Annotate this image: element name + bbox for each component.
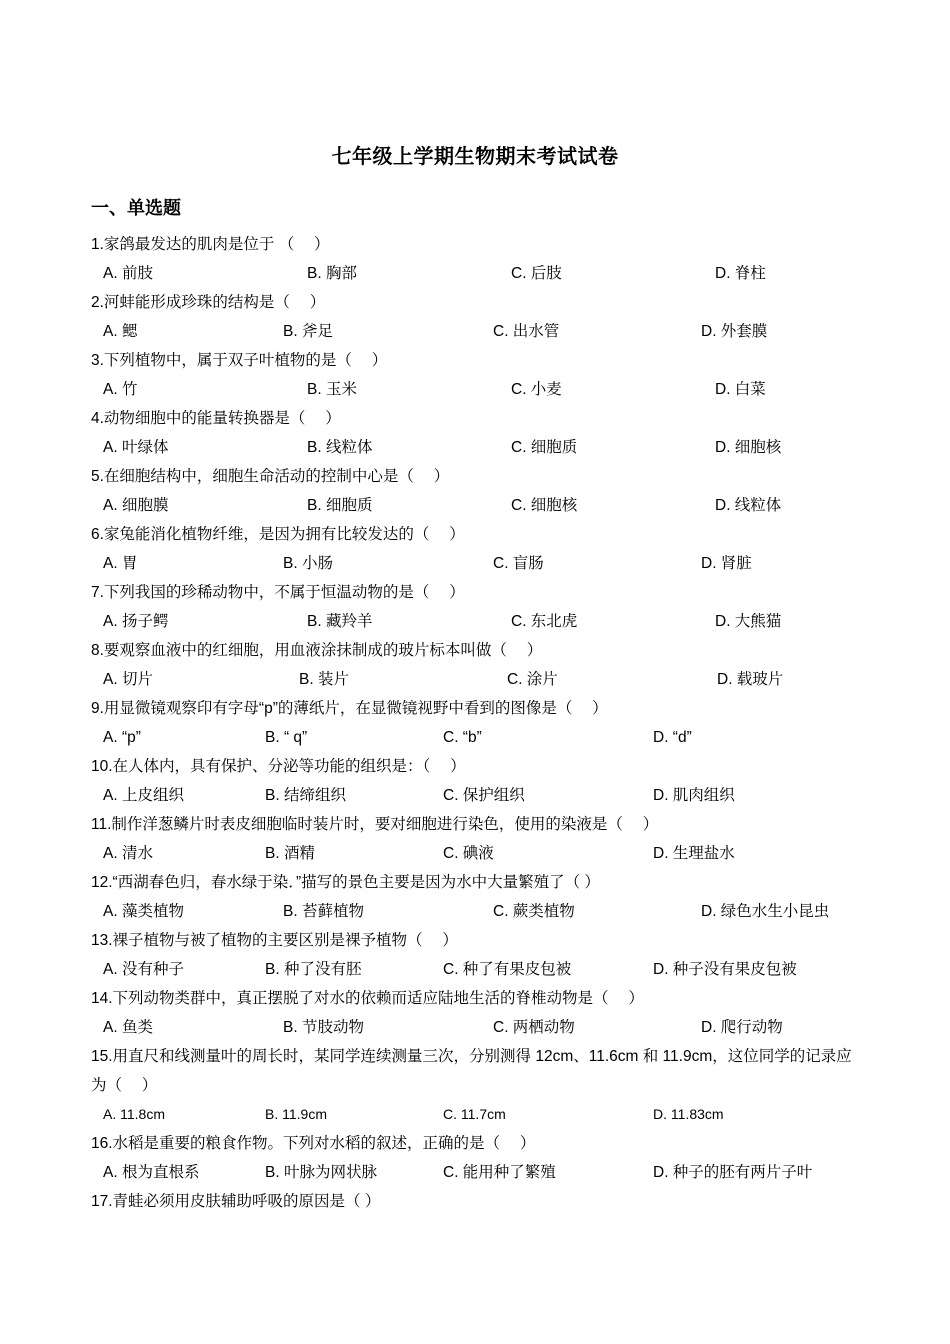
option-b: B. 11.9cm: [265, 1106, 327, 1122]
question-stem: 8.要观察血液中的红细胞，用血液涂抹制成的玻片标本叫做（ ）: [91, 642, 543, 659]
option-a: A. 前肢: [103, 265, 153, 282]
option-a: A. 细胞膜: [103, 497, 169, 514]
question-stem: 7.下列我国的珍稀动物中，不属于恒温动物的是（ ）: [91, 584, 465, 601]
option-row: [103, 897, 861, 926]
question-stem: 4.动物细胞中的能量转换器是（ ）: [91, 410, 341, 427]
question-17: [91, 1187, 861, 1216]
question-6: [91, 520, 861, 578]
question-stem: 16.水稻是重要的粮食作物。下列对水稻的叙述，正确的是（ ）: [91, 1135, 536, 1152]
option-a: A. 没有种子: [103, 961, 184, 978]
option-row: [103, 491, 861, 520]
question-stem: 1.家鸽最发达的肌肉是位于 （ ）: [91, 236, 330, 253]
option-c: C. 细胞核: [511, 497, 578, 514]
question-stem: 11.制作洋葱鳞片时表皮细胞临时装片时，要对细胞进行染色，使用的染液是（ ）: [91, 816, 659, 833]
option-c: C. 碘液: [443, 845, 494, 862]
option-row: [103, 1013, 861, 1042]
option-row: [103, 955, 861, 984]
option-b: B. 苔藓植物: [283, 903, 364, 920]
option-b: B. 斧足: [283, 323, 333, 340]
option-row: [103, 839, 861, 868]
option-b: B. 胸部: [307, 265, 357, 282]
option-c: C. 能用种了繁殖: [443, 1164, 556, 1181]
option-a: A. 切片: [103, 671, 153, 688]
option-c: C. “b”: [443, 729, 482, 746]
option-d: D. “d”: [653, 729, 692, 746]
option-row: [103, 1158, 861, 1187]
option-d: D. 载玻片: [717, 671, 784, 688]
question-stem: 3.下列植物中，属于双子叶植物的是（ ）: [91, 352, 388, 369]
question-13: [91, 926, 861, 984]
option-b: B. 线粒体: [307, 439, 373, 456]
question-stem: 10.在人体内，具有保护、分泌等功能的组织是：（ ）: [91, 758, 466, 775]
question-5: [91, 462, 861, 520]
option-b: B. 种了没有胚: [265, 961, 362, 978]
option-c: C. 两栖动物: [493, 1019, 575, 1036]
option-d: D. 线粒体: [715, 497, 782, 514]
option-a: A. 胃: [103, 555, 138, 572]
question-9: [91, 694, 861, 752]
option-a: A. 根为直根系: [103, 1164, 200, 1181]
option-d: D. 白菜: [715, 381, 766, 398]
option-a: A. 扬子鳄: [103, 613, 169, 630]
option-row: [103, 781, 861, 810]
question-7: [91, 578, 861, 636]
option-row: [103, 433, 861, 462]
option-a: A. 上皮组织: [103, 787, 184, 804]
question-10: [91, 752, 861, 810]
option-a: A. 鱼类: [103, 1019, 153, 1036]
question-8: [91, 636, 861, 694]
option-d: D. 爬行动物: [701, 1019, 783, 1036]
section-heading: 一、单选题: [91, 198, 181, 218]
option-c: C. 细胞质: [511, 439, 578, 456]
question-3: [91, 346, 861, 404]
option-b: B. 玉米: [307, 381, 357, 398]
option-a: A. 竹: [103, 381, 138, 398]
question-4: [91, 404, 861, 462]
question-11: [91, 810, 861, 868]
option-d: D. 11.83cm: [653, 1106, 724, 1122]
question-15: [91, 1042, 861, 1129]
option-row: [103, 665, 861, 694]
option-c: C. 盲肠: [493, 555, 544, 572]
option-d: D. 肌肉组织: [653, 787, 735, 804]
option-a: A. 叶绿体: [103, 439, 169, 456]
option-row: [103, 375, 861, 404]
question-stem: 12.“西湖春色归，春水绿于染．”描写的景色主要是因为水中大量繁殖了（ ）: [91, 874, 600, 891]
option-b: B. 装片: [299, 671, 349, 688]
question-stem: 13.裸子植物与被了植物的主要区别是裸予植物（ ）: [91, 932, 458, 949]
option-b: B. 藏羚羊: [307, 613, 373, 630]
question-stem: 9.用显微镜观察印有字母“p”的薄纸片，在显微镜视野中看到的图像是（ ）: [91, 700, 608, 717]
option-row: [103, 723, 861, 752]
option-a: A. 藻类植物: [103, 903, 184, 920]
option-c: C. 涂片: [507, 671, 558, 688]
option-b: B. “ q”: [265, 729, 308, 746]
option-c: C. 11.7cm: [443, 1106, 506, 1122]
option-row: [103, 259, 861, 288]
option-d: D. 细胞核: [715, 439, 782, 456]
question-16: [91, 1129, 861, 1187]
question-1: [91, 230, 861, 288]
option-row: [103, 317, 861, 346]
option-d: D. 种子没有果皮包被: [653, 961, 797, 978]
option-a: A. “p”: [103, 729, 141, 746]
option-d: D. 大熊猫: [715, 613, 782, 630]
option-c: C. 种了有果皮包被: [443, 961, 572, 978]
option-row: [103, 607, 861, 636]
option-c: C. 出水管: [493, 323, 560, 340]
question-list: [91, 230, 861, 1216]
question-2: [91, 288, 861, 346]
question-14: [91, 984, 861, 1042]
option-b: B. 酒精: [265, 845, 315, 862]
option-a: A. 11.8cm: [103, 1106, 165, 1122]
option-a: A. 清水: [103, 845, 153, 862]
question-12: [91, 868, 861, 926]
option-d: D. 绿色水生小昆虫: [701, 903, 830, 920]
option-c: C. 保护组织: [443, 787, 525, 804]
option-d: D. 生理盐水: [653, 845, 735, 862]
question-stem: 6.家兔能消化植物纤维，是因为拥有比较发达的（ ）: [91, 526, 465, 543]
option-d: D. 脊柱: [715, 265, 766, 282]
option-row: [103, 549, 861, 578]
option-b: B. 细胞质: [307, 497, 373, 514]
option-c: C. 小麦: [511, 381, 562, 398]
option-c: C. 蕨类植物: [493, 903, 575, 920]
option-c: C. 东北虎: [511, 613, 578, 630]
option-d: D. 肾脏: [701, 555, 752, 572]
question-stem: 15.用直尺和线测量叶的周长时，某同学连续测量三次，分别测得 12cm、11.6cm 和 11.9cm，这位同学的记录应为（ ）: [91, 1048, 852, 1094]
question-stem: 5.在细胞结构中，细胞生命活动的控制中心是（ ）: [91, 468, 450, 485]
option-b: B. 小肠: [283, 555, 333, 572]
option-b: B. 节肢动物: [283, 1019, 364, 1036]
exam-title: 七年级上学期生物期末考试试卷: [331, 146, 619, 168]
option-row: [103, 1100, 861, 1129]
option-d: D. 种子的胚有两片子叶: [653, 1164, 813, 1181]
question-stem: 17.青蛙必须用皮肤辅助呼吸的原因是（ ）: [91, 1193, 381, 1210]
option-c: C. 后肢: [511, 265, 562, 282]
option-a: A. 鳃: [103, 323, 138, 340]
option-d: D. 外套膜: [701, 323, 768, 340]
question-stem: 2.河蚌能形成珍珠的结构是（ ）: [91, 294, 326, 311]
option-b: B. 结缔组织: [265, 787, 346, 804]
option-b: B. 叶脉为网状脉: [265, 1164, 377, 1181]
question-stem: 14.下列动物类群中，真正摆脱了对水的依赖而适应陆地生活的脊椎动物是（ ）: [91, 990, 644, 1007]
